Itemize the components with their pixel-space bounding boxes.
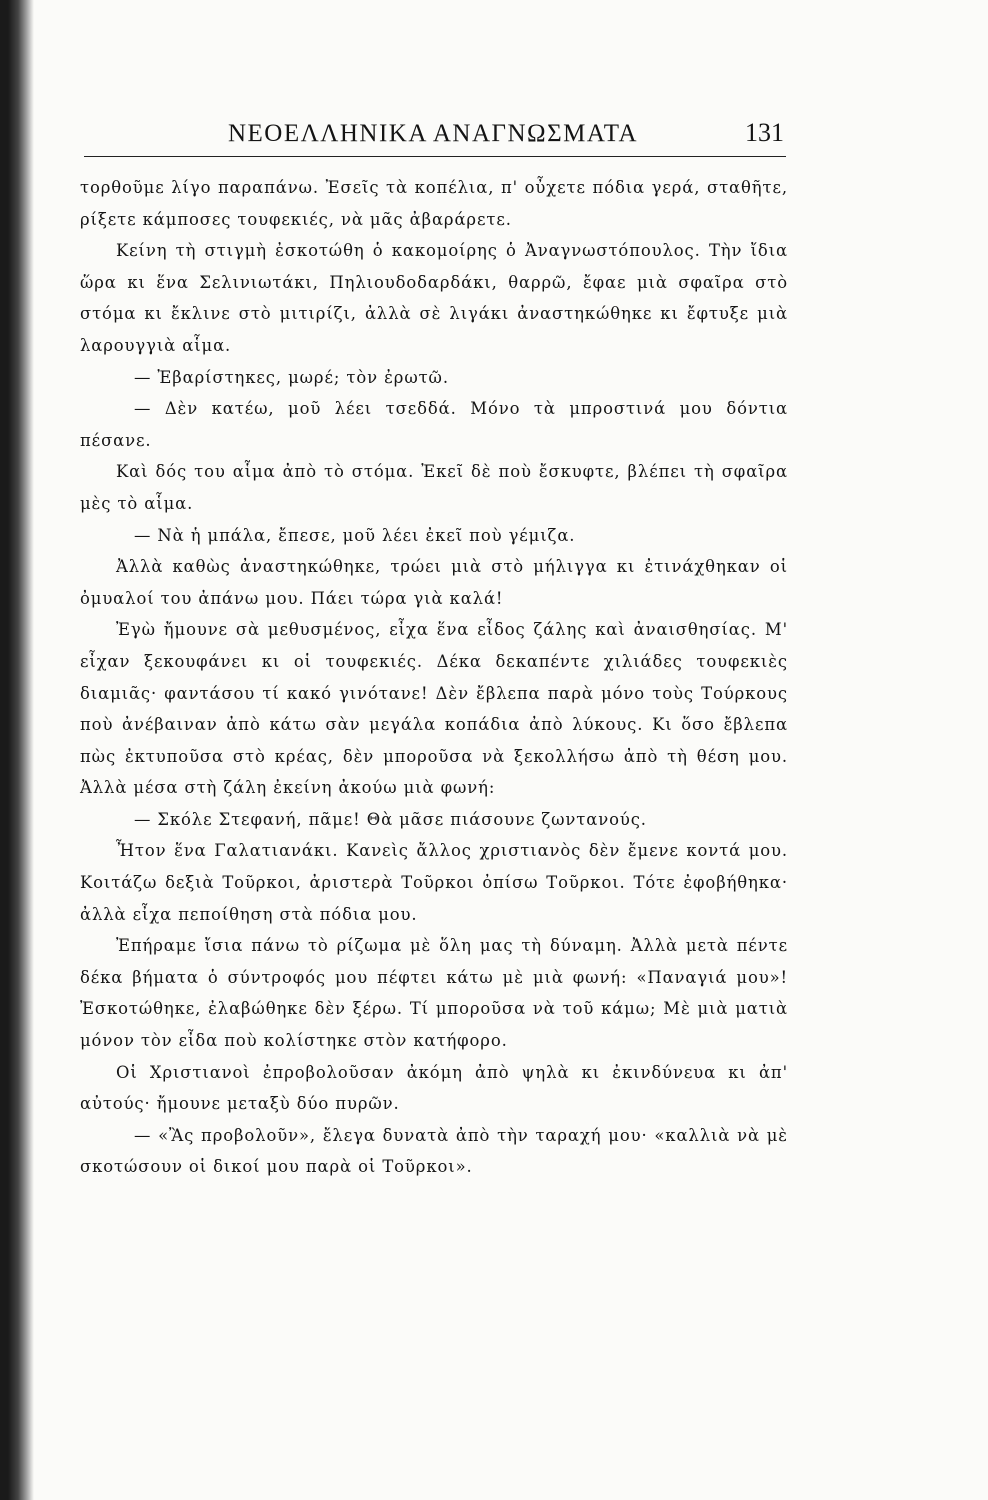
paragraph: Κείνη τὴ στιγμὴ ἐσκοτώθη ὁ κακομοίρης ὁ Ἀναγνωστόπουλος. Τὴν ἴδια ὥρα κι ἕνα Σελινιωτάκι, Πηλιουδοδαρδάκι, θαρρῶ, ἔφαε μιὰ σφαῖρα στὸ στόμα κι ἔκλινε στὸ μιτιρίζι, ἀλλὰ σὲ λιγάκι ἀναστηκώθηκε κι ἔφτυξε μιὰ λαρουγγιὰ αἷμα. — [80, 241, 788, 355]
dialogue-line: — Σκόλε Στεφανή, πᾶμε! Θὰ μᾶσε πιάσουνε ζωντανούς. — [134, 809, 647, 829]
paragraph: Ἀλλὰ καθὼς ἀναστηκώθηκε, τρώει μιὰ στὸ μήλιγγα κι ἐτινάχθηκαν οἱ ὀμυαλοί του ἀπάνω μου. Πάει τώρα γιὰ καλά! — [80, 557, 788, 608]
dialogue-line: — «Ἂς προβολοῦν», ἔλεγα δυνατὰ ἀπὸ τὴν ταραχή μου· «καλλιὰ νὰ μὲ σκοτώσουν οἱ δικοί μου παρὰ οἱ Τοῦρκοι». — [80, 1125, 788, 1177]
paragraph: τορθοῦμε λίγο παραπάνω. Ἐσεῖς τὰ κοπέλια, π' οὖχετε πόδια γερά, σταθῆτε, ρίξετε κάμποσες τουφεκιές, νὰ μᾶς ἀβαράρετε. — [80, 178, 788, 229]
paragraph: Οἱ Χριστιανοὶ ἐπροβολοῦσαν ἀκόμη ἀπὸ ψηλὰ κι ἐκινδύνευα κι ἀπ' αὐτούς· ἤμουνε μεταξὺ δύο πυρῶν. — [80, 1062, 788, 1114]
paragraph: Ἐγὼ ἤμουνε σὰ μεθυσμένος, εἶχα ἕνα εἶδος ζάλης καὶ ἀναισθησίας. Μ' εἶχαν ξεκουφάνει κι οἱ τουφεκιές. Δέκα δεκαπέντε χιλιάδες τουφεκιὲς διαμιᾶς· φαντάσου τί κακό γινότανε! Δὲν ἔβλεπα παρὰ μόνο τοὺς Τούρκους ποὺ ἀνέβαιναν ἀπὸ κάτω σὰν μεγάλα κοπάδια ἀπὸ λύκους. Κι ὅσο ἔβλεπα πὼς ἐκτυποῦσα στὸ κρέας, δὲν μποροῦσα νὰ ξεκολλήσω ἀπὸ τὴ θέση μου. Ἀλλὰ μέσα στὴ ζάλη ἐκείνη ἀκούω μιὰ φωνή: — [80, 620, 788, 798]
page-header — [80, 116, 786, 152]
paragraph: Καὶ δός του αἷμα ἀπὸ τὸ στόμα. Ἐκεῖ δὲ ποὺ ἔσκυφτε, βλέπει τὴ σφαῖρα μὲς τὸ αἷμα. — [80, 462, 788, 513]
body-text — [80, 172, 788, 1412]
paragraph: Ἦτον ἕνα Γαλατιανάκι. Κανεὶς ἄλλος χριστιανὸς δὲν ἔμενε κοντά μου. Κοιτάζω δεξιὰ Τοῦρκοι, ἀριστερὰ Τοῦρκοι ὀπίσω Τοῦρκοι. Τότε ἐφοβήθηκα· ἀλλὰ εἶχα πεποίθηση στὰ πόδια μου. — [80, 841, 788, 924]
running-title: ΝΕΟΕΛΛΗΝΙΚΑ ΑΝΑΓΝΩΣΜΑΤΑ — [227, 120, 639, 147]
dialogue-line: — Νὰ ἡ μπάλα, ἔπεσε, μοῦ λέει ἐκεῖ ποὺ γέμιζα. — [134, 525, 576, 545]
dialogue-line: — Ἐβαρίστηκες, μωρέ; τὸν ἐρωτῶ. — [134, 367, 449, 387]
header-rule — [84, 156, 786, 157]
page-number: 131 — [745, 118, 784, 147]
paragraph: Ἐπήραμε ἴσια πάνω τὸ ρίζωμα μὲ ὅλη μας τὴ δύναμη. Ἀλλὰ μετὰ πέντε δέκα βήματα ὁ σύντροφός μου πέφτει κάτω μὲ μιὰ φωνή: «Παναγιά μου»! Ἐσκοτώθηκε, ἐλαβώθηκε δὲν ξέρω. Τί μποροῦσα νὰ τοῦ κάμω; Μὲ μιὰ ματιὰ μόνον τὸν εἶδα ποὺ κολίστηκε στὸν κατήφορο. — [80, 936, 788, 1051]
binding-shadow — [0, 0, 34, 1500]
dialogue-line: — Δὲν κατέω, μοῦ λέει τσεδδά. Μόνο τὰ μπροστινά μου δόντια πέσανε. — [80, 399, 788, 450]
